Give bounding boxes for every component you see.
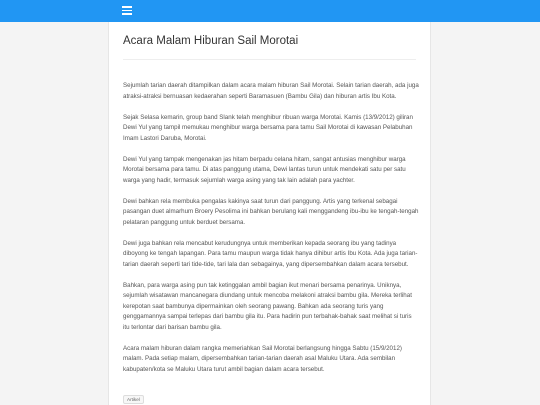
paragraph-5: Dewi juga bahkan rela mencabut kerudungnya untuk memberikan kepada seorang ibu yang tadinya diboyong ke tengah lapangan. Para tamu maupun warga tidak hanya dihibur artis Ibu Kota. Ada juga tarian-tarian daerah seperti tari tide-tide, tari lala dan sebagainya, yang dipersembahkan dalam acara tersebut. <box>123 239 418 268</box>
paragraph-7: Acara malam hiburan dalam rangka memeriahkan Sail Morotai berlangsung hingga Sabtu (15/9/2012) malam. Pada setiap malam, dipersembahkan tarian-tarian daerah asal Maluku Utara. Ada sembilan kabupaten/kota se Maluku Utara turut ambil bagian dalam acara tersebut. <box>123 344 402 373</box>
paragraph-4: Dewi bahkan rela membuka pengalas kakinya saat turun dari panggung. Artis yang terkenal sebagai pasangan duet almarhum Broery Pesolima ini bahkan berulang kali menggandeng ibu-ibu ke tengah-tengah pelataran panggung untuk berduet bersama. <box>123 197 419 226</box>
paragraph-1: Sejumlah tarian daerah ditampilkan dalam acara malam hiburan Sail Morotai. Selain tarian daerah, ada juga atraksi-atraksi bernuasan kedaerahan seperti Baramasuen (Bambu Gila) dan hiburan artis Ibu Kota. <box>123 82 419 100</box>
paragraph-3: Dewi Yul yang tampak mengenakan jas hitam berpadu celana hitam, sangat antusias menghibur warga Morotai bersama para tamu. Di atas panggung utama, Dewi lantas turun untuk mendekati satu per satu warga yang hadir, termasuk sejumlah warga asing yang tak lain adalah para yachter. <box>123 155 406 184</box>
article-body <box>123 81 419 386</box>
title-divider <box>123 59 416 60</box>
paragraph-6: Bahkan, para warga asing pun tak ketinggalan ambil bagian ikut menari bersama penarinya. Uniknya, sejumlah wisatawan mancanegara diundang untuk mencoba melakoni atraksi bambu gila. Mereka terlihat kerepotan saat bambunya dipermainkan oleh seorang pawang. Bahkan ada seorang turis yang genggamannya sampai terlepas dari bambu gila itu. Para hadirin pun terbahak-bahak saat melihat si turis itu terlontar dari barisan bambu gila. <box>123 281 412 331</box>
article-card <box>108 22 431 405</box>
article-title: Acara Malam Hiburan Sail Morotai <box>123 35 299 47</box>
top-bar <box>0 0 540 22</box>
paragraph-2: Sejak Selasa kemarin, group band Slank telah menghibur ribuan warga Morotai. Kamis (13/9/2012) giliran Dewi Yul yang tampil memukau menghibur warga bersama para tamu Sail Morotai di kawasan Pelabuhan Imam Lastori Daruba, Morotai. <box>123 113 413 142</box>
hamburger-menu-icon[interactable] <box>122 6 132 15</box>
category-tag[interactable]: Artikel <box>123 395 144 404</box>
